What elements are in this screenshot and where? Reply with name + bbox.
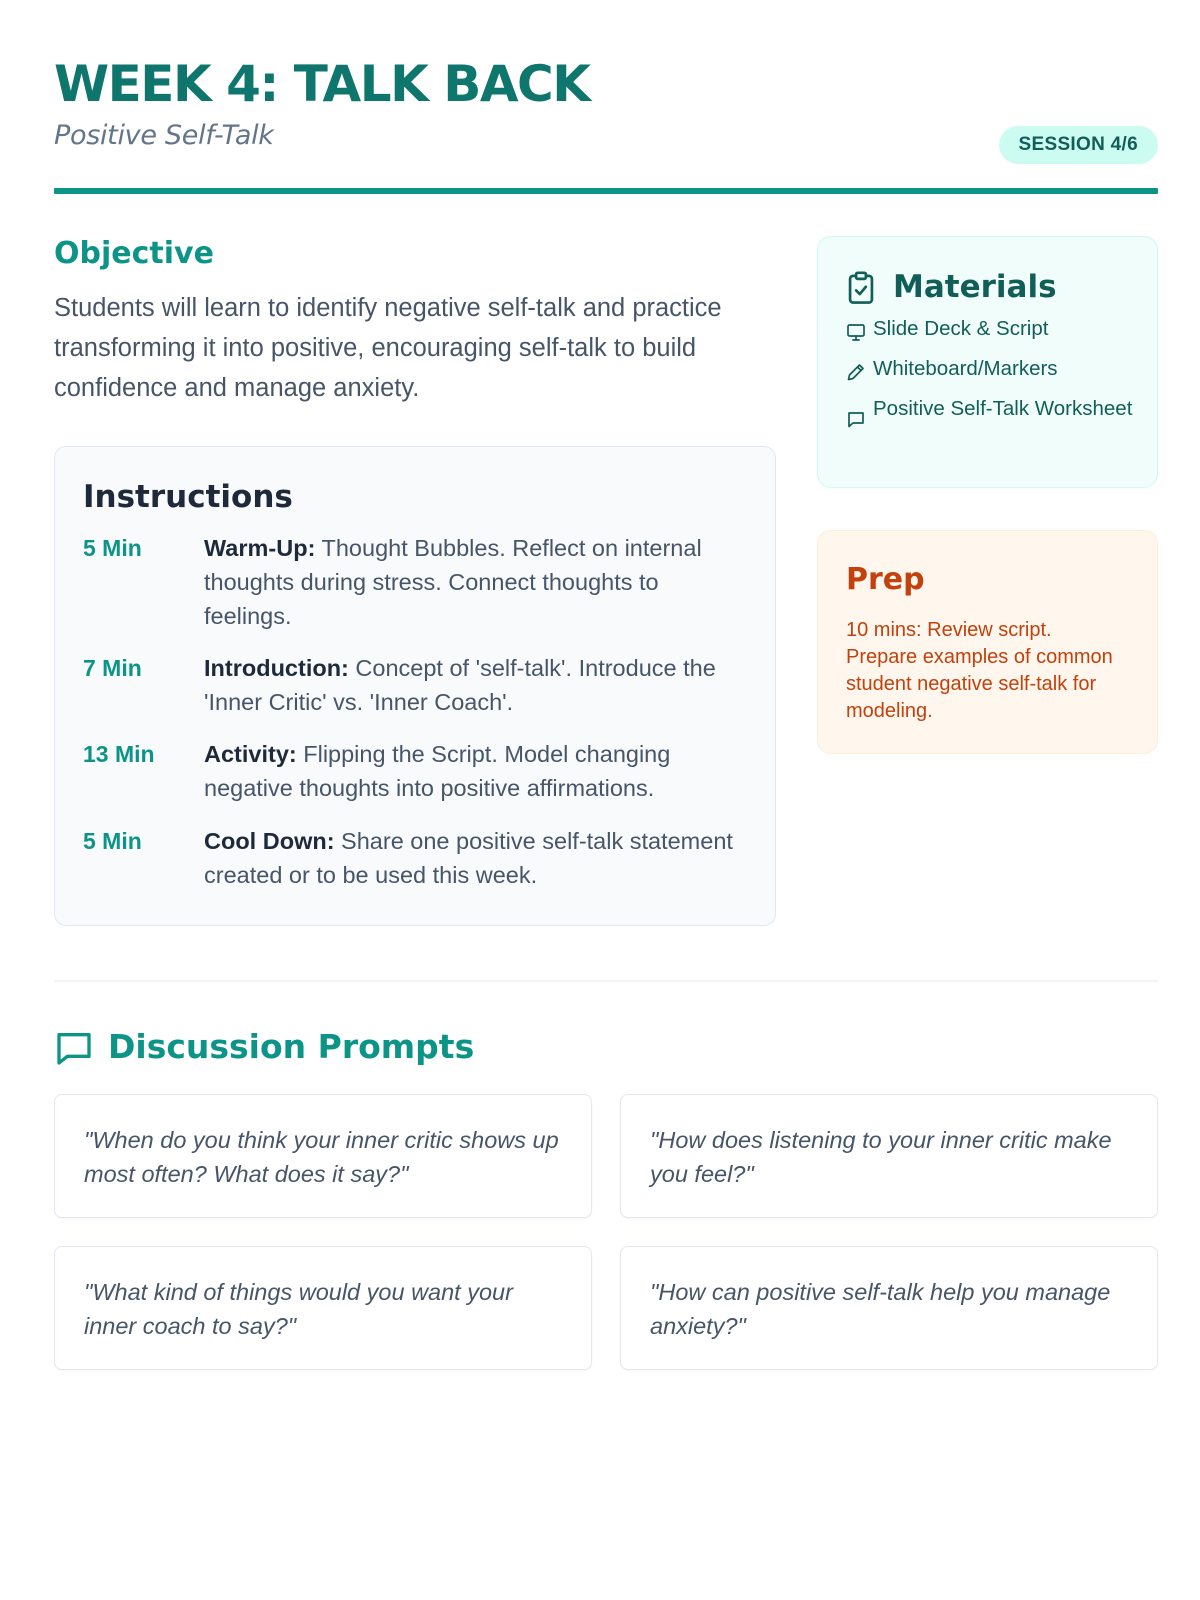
instructions-heading: Instructions [83,479,293,515]
message-square-icon [54,1028,94,1068]
step-time: 13 Min [83,741,155,767]
materials-item-label: Whiteboard/Markers [873,357,1058,380]
step-description [204,651,744,719]
discussion-prompt-text: "When do you think your inner critic shows up most often? What does it say?" [84,1127,559,1187]
step-label: Activity: [204,741,297,767]
step-label: Introduction: [204,655,349,681]
page-subtitle: Positive Self-Talk [54,120,274,151]
materials-heading: Materials [893,269,1057,305]
step-text: Flipping the Script. Model changing negative thoughts into positive affirmations. [204,741,671,801]
prep-text: 10 mins: Review script. Prepare examples of common student negative self-talk for modeling. [846,619,1113,722]
header [54,52,1158,196]
discussion-prompt-card [54,1094,592,1218]
objective-section [54,234,776,408]
pencil-icon [846,362,866,382]
header-divider [54,188,1158,194]
instructions-card [54,446,776,926]
clipboard-check-icon [846,271,876,305]
discussion-prompt-text: "How does listening to your inner critic make you feel?" [650,1127,1112,1187]
discussion-prompt-text: "How can positive self-talk help you manage anxiety?" [650,1279,1111,1339]
step-label: Warm-Up: [204,535,316,561]
step-text: Concept of 'self-talk'. Introduce the 'Inner Critic' vs. 'Inner Coach'. [204,655,716,715]
step-time: 7 Min [83,655,142,681]
materials-item-label: Positive Self-Talk Worksheet [873,397,1133,420]
lesson-plan-page [54,0,1158,1600]
step-time: 5 Min [83,828,142,854]
materials-item-label: Slide Deck & Script [873,317,1049,340]
message-square-icon [846,409,866,429]
step-description [204,737,744,805]
monitor-icon [846,322,866,342]
section-divider [54,980,1158,982]
discussion-prompt-text: "What kind of things would you want your inner coach to say?" [84,1279,513,1339]
materials-card [817,236,1158,488]
objective-text: Students will learn to identify negative self-talk and practice transforming it into positive, encouraging self-talk to build confidence and manage anxiety. [54,294,722,402]
step-label: Cool Down: [204,828,335,854]
prep-card [817,530,1158,754]
step-text: Thought Bubbles. Reflect on internal thoughts during stress. Connect thoughts to feelings. [204,535,702,629]
step-description [204,531,744,633]
page-title: WEEK 4: TALK BACK [54,55,590,113]
discussion-heading: Discussion Prompts [108,1027,475,1066]
step-text: Share one positive self-talk statement created or to be used this week. [204,828,733,888]
session-badge: SESSION 4/6 [999,126,1158,164]
step-description [204,824,744,892]
discussion-prompt-card [620,1246,1158,1370]
objective-heading: Objective [54,236,214,271]
prep-heading: Prep [846,562,925,597]
step-time: 5 Min [83,535,142,561]
discussion-prompt-card [620,1094,1158,1218]
discussion-prompt-card [54,1246,592,1370]
